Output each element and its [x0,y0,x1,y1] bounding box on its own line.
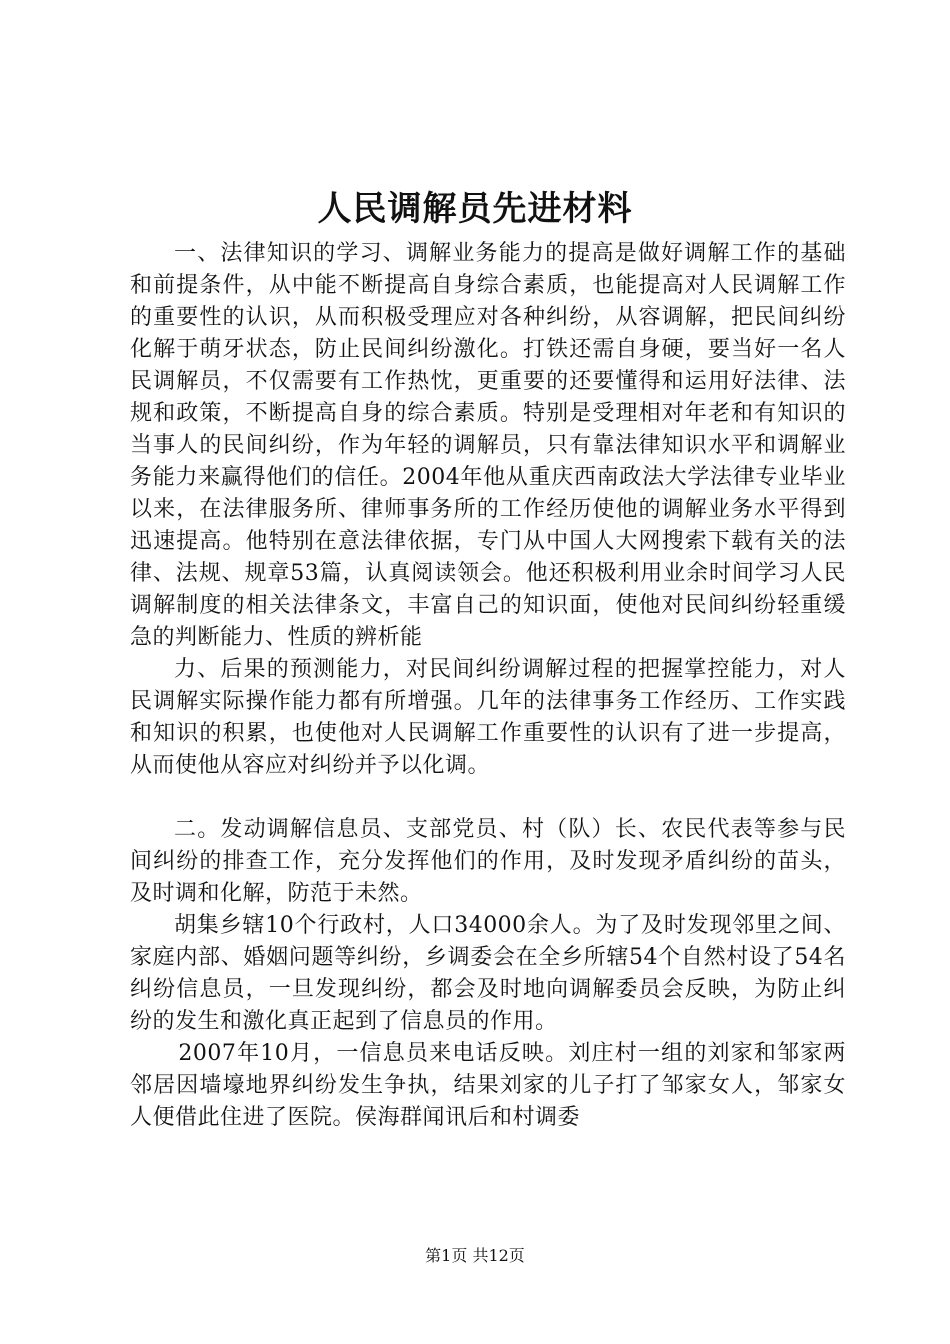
paragraph-spacer [130,782,846,814]
page-title: 人民调解员先进材料 [317,189,633,229]
paragraph-1: 一、法律知识的学习、调解业务能力的提高是做好调解工作的基础和前提条件，从中能不断提高自身综合素质，也能提高对人民调解工作的重要性的认识，从而积极受理应对各种纠纷，从容调解，把民间纠纷化解于萌牙状态，防止民间纠纷激化。打铁还需自身硬，要当好一名人民调解员，不仅需要有工作热忱，更重要的还要懂得和运用好法律、法规和政策，不断提高自身的综合素质。特别是受理相对年老和有知识的当事人的民间纠纷，作为年轻的调解员，只有靠法律知识水平和调解业务能力来赢得他们的信任。2004年他从重庆西南政法大学法律专业毕业以来，在法律服务所、律师事务所的工作经历使他的调解业务水平得到迅速提高。他特别在意法律依据，专门从中国人大网搜索下载有关的法律、法规、规章53篇，认真阅读领会。他还积极利用业余时间学习人民调解制度的相关法律条文，丰富自己的知识面，使他对民间纠纷轻重缓急的判断能力、性质的辨析能 [130,241,846,650]
paragraph-5: 2007年10月，一信息员来电话反映。刘庄村一组的刘家和邹家两邻居因墙壕地界纠纷发生争执，结果刘家的儿子打了邹家女人，邹家女人便借此住进了医院。侯海群闻讯后和村调委 [130,1041,846,1130]
document-body [130,238,846,1134]
paragraph-2: 力、后果的预测能力，对民间纠纷调解过程的把握掌控能力，对人民调解实际操作能力都有所增强。几年的法律事务工作经历、工作实践和知识的积累，也使他对人民调解工作重要性的认识有了进一步提高，从而使他从容应对纠纷并予以化调。 [130,657,846,778]
paragraph-4: 胡集乡辖10个行政村，人口34000余人。为了及时发现邻里之间、家庭内部、婚姻问题等纠纷，乡调委会在全乡所辖54个自然村设了54名纠纷信息员，一旦发现纠纷，都会及时地向调解委员会反映，为防止纠纷的发生和激化真正起到了信息员的作用。 [130,913,846,1034]
page-number-footer: 第1页 共12页 [425,1246,525,1265]
paragraph-3: 二。发动调解信息员、支部党员、村（队）长、农民代表等参与民间纠纷的排查工作，充分发挥他们的作用，及时发现矛盾纠纷的苗头，及时调和化解，防范于未然。 [130,817,846,906]
